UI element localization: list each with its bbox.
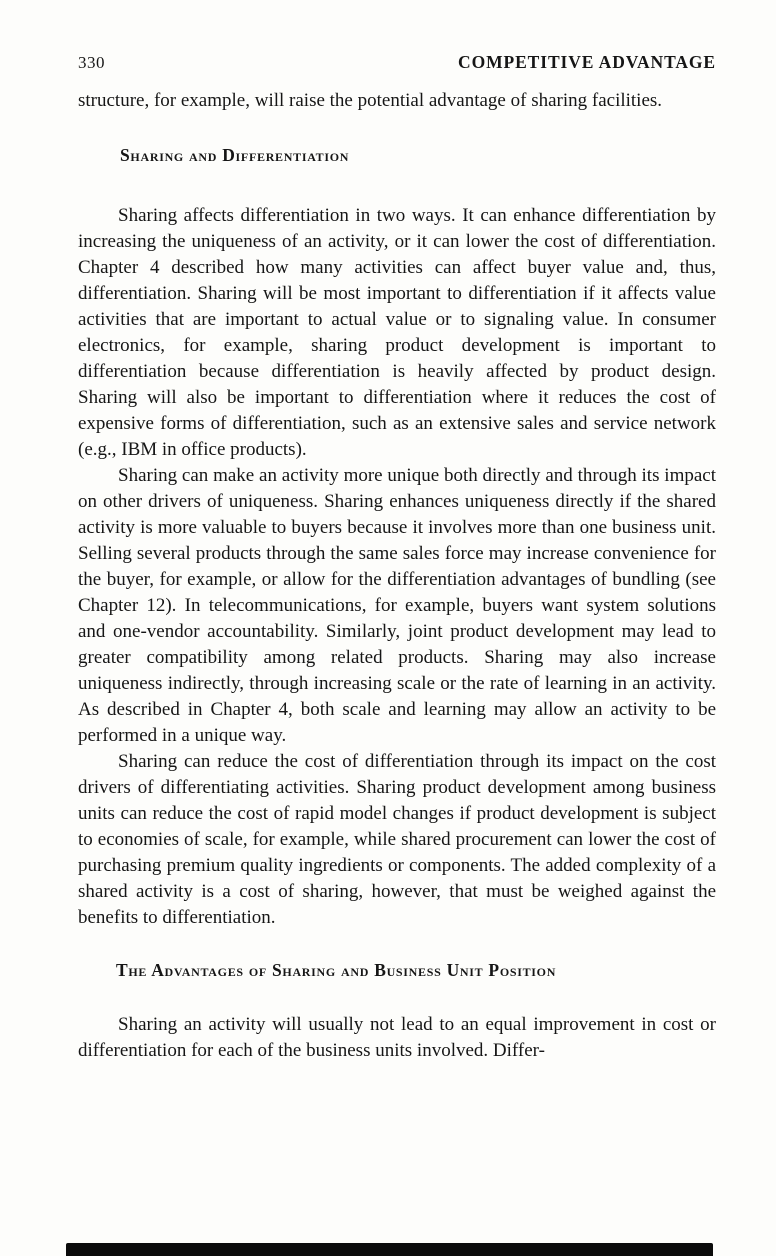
page-number: 330 bbox=[78, 53, 105, 72]
section-heading-sharing-and-differentiation: Sharing and Differentiation bbox=[120, 145, 350, 165]
paragraph: Sharing can reduce the cost of differentiation through its impact on the cost drivers of differentiating activities. Sharing product development among business units can reduce the cost of rapid model changes if product development is subject to economies of scale, for example, while shared procurement can lower the cost of purchasing premium quality ingredients or components. The added complexity of a shared activity is a cost of sharing, however, that must be weighed against the benefits to differentiation. bbox=[78, 751, 716, 928]
running-title: COMPETITIVE ADVANTAGE bbox=[458, 52, 716, 72]
page-body bbox=[78, 88, 716, 1064]
paragraph: Sharing affects differentiation in two ways. It can enhance differentiation by increasing the uniqueness of an activity, or it can lower the cost of differentiation. Chapter 4 described how many activities can affect buyer value and, thus, differentiation. Sharing will be most important to differentiation if it affects value activities that are important to actual value or to signaling value. In consumer electronics, for example, sharing product development is important to differentiation because differentiation is heavily affected by product design. Sharing will also be important to differentiation where it reduces the cost of expensive forms of differentiation, such as an extensive sales and service network (e.g., IBM in office products). bbox=[78, 205, 716, 460]
scan-artifact-bottom-bar bbox=[66, 1243, 713, 1256]
paragraph-continuation: structure, for example, will raise the potential advantage of sharing facilities. bbox=[78, 90, 663, 111]
page-header bbox=[78, 52, 716, 73]
paragraph: Sharing can make an activity more unique both directly and through its impact on other drivers of uniqueness. Sharing enhances uniqueness directly if the shared activity is more valuable to buyers because it involves more than one business unit. Selling several products through the same sales force may increase convenience for the buyer, for example, or allow for the differentiation advantages of bundling (see Chapter 12). In telecommunications, for example, buyers want system solutions and one-vendor accountability. Similarly, joint product development may lead to greater compatibility among related products. Sharing may also increase uniqueness indirectly, through increasing scale or the rate of learning in an activity. As described in Chapter 4, both scale and learning may allow an activity to be performed in a unique way. bbox=[78, 465, 716, 746]
paragraph: Sharing an activity will usually not lead to an equal improvement in cost or differentiation for each of the business units involved. Differ- bbox=[78, 1014, 716, 1061]
section-heading-advantages-of-sharing-and-business-unit-position: The Advantages of Sharing and Business Unit Position bbox=[116, 960, 557, 980]
